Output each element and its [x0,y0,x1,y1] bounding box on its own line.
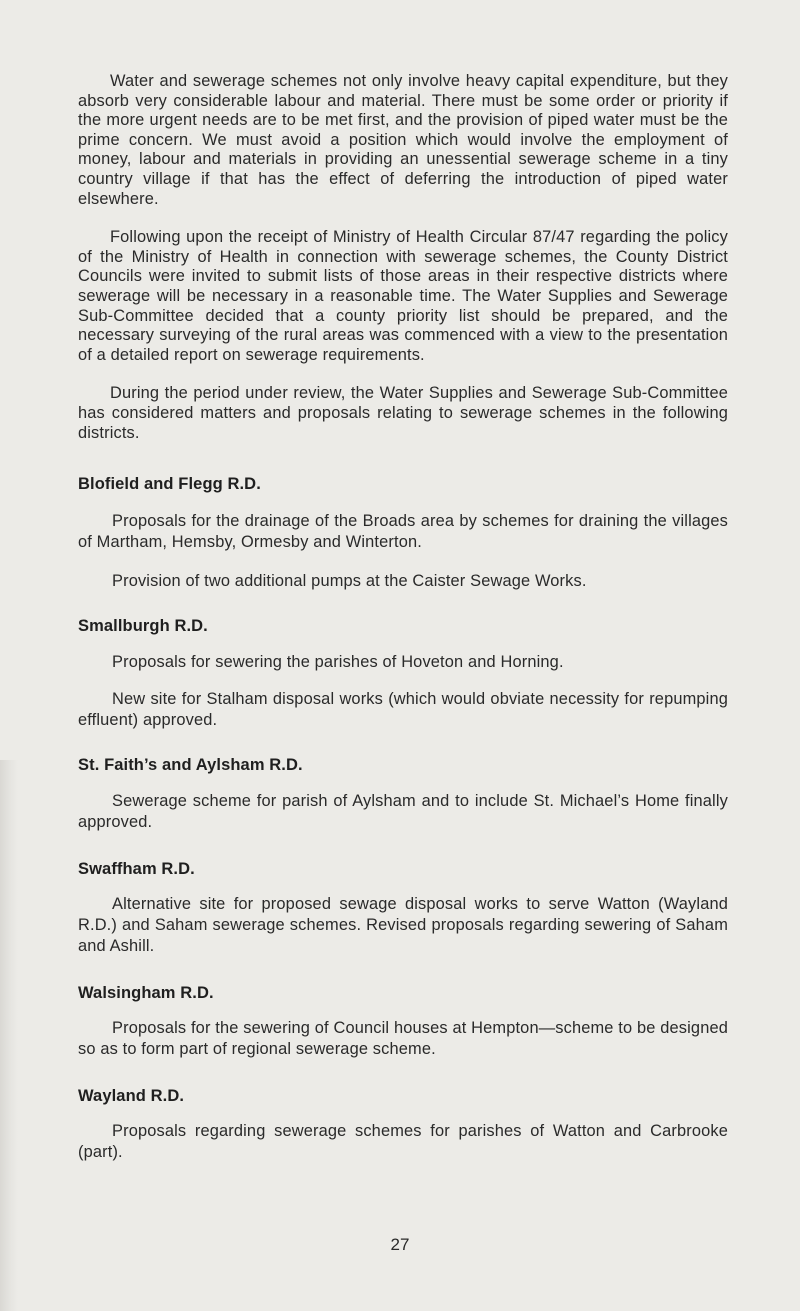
section-item: Proposals regarding sewerage schemes for parishes of Watton and Carbrooke (part). [78,1122,728,1162]
section-heading: Swaffham R.D. [78,860,195,879]
page-number: 27 [390,1235,410,1254]
section-st-faiths-aylsham [78,755,728,833]
paragraph-period-review: During the period under review, the Water Supplies and Sewerage Sub-Committee has considered matters and proposals relating to sewerage schemes in the following districts. [78,384,728,442]
section-item: Sewerage scheme for parish of Aylsham and to include St. Michael’s Home finally approved. [78,792,728,832]
section-item: Provision of two additional pumps at the Caister Sewage Works. [112,572,587,591]
section-heading: Wayland R.D. [78,1087,185,1106]
page-edge-shadow [0,760,18,1311]
section-walsingham [78,983,728,1060]
section-item: New site for Stalham disposal works (which would obviate necessity for repumping effluent) approved. [78,690,728,730]
page-body [78,72,728,1163]
section-wayland [78,1086,728,1163]
section-swaffham [78,859,728,957]
section-heading: Walsingham R.D. [78,984,214,1003]
section-blofield-flegg [78,474,728,592]
section-heading: Blofield and Flegg R.D. [78,475,261,494]
section-item: Proposals for the drainage of the Broads area by schemes for draining the villages of Martham, Hemsby, Ormesby and Winterton. [78,512,728,552]
paragraph-ministry-circular: Following upon the receipt of Ministry of Health Circular 87/47 regarding the policy of the Ministry of Health in connection with sewerage schemes, the County District Councils were invited to submit lists of those areas in their respective districts where sewerage will be necessary in a reasonable time. The Water Supplies and Sewerage Sub-Committee decided that a county priority list should be prepared, and the necessary surveying of the rural areas was commenced with a view to the presentation of a detailed report on sewerage requirements. [78,228,728,364]
paragraph-capital-expenditure: Water and sewerage schemes not only involve heavy capital expenditure, but they absorb very considerable labour and material. There must be some order or priority if the more urgent needs are to be met first, and the provision of piped water must be the prime concern. We must avoid a position which would involve the employment of money, labour and materials in providing an unessential sewerage scheme in a tiny country village if that has the effect of deferring the introduction of piped water elsewhere. [78,72,728,208]
section-item: Proposals for the sewering of Council houses at Hempton—scheme to be designed so as to form part of regional sewerage scheme. [78,1019,728,1059]
section-item: Alternative site for proposed sewage disposal works to serve Watton (Wayland R.D.) and Saham sewerage schemes. Revised proposals regarding sewering of Saham and Ashill. [78,895,728,956]
section-item: Proposals for sewering the parishes of Hoveton and Horning. [112,653,564,672]
section-heading: Smallburgh R.D. [78,617,208,636]
section-smallburgh [78,616,728,731]
section-heading: St. Faith’s and Aylsham R.D. [78,756,303,775]
